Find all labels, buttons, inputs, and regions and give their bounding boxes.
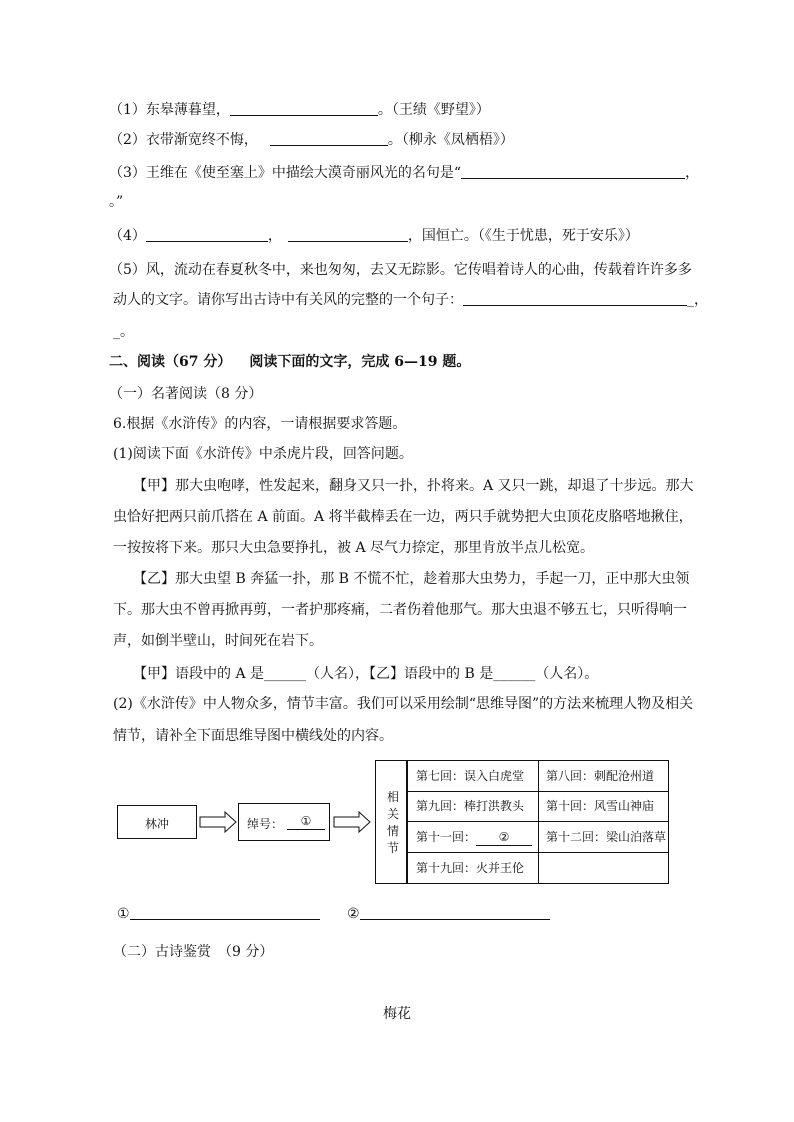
poem-title: 梅花 [383, 1006, 411, 1022]
item-5-line2-text: 动人的文字。请你写出古诗中有关风的完整的一个句子： [113, 292, 463, 308]
section-2-instruction: 阅读下面的文字，完成 6—19 题。 [249, 354, 471, 370]
table-divider [538, 761, 539, 883]
answer-line-1 [117, 904, 320, 924]
item-1-prefix: （1）东皋薄暮望， [109, 102, 230, 118]
table-divider [408, 821, 668, 822]
question-6-stem: 6.根据《水浒传》的内容，一请根据要求答题。 [113, 416, 407, 432]
item-2 [109, 130, 514, 150]
subsection-2-title: （二）古诗鉴赏 （9 分） [113, 944, 274, 960]
answer-blank[interactable] [146, 227, 268, 242]
side-label-char: 情 [387, 824, 400, 838]
question-6-part-1: (1)阅读下面《水浒传》中杀虎片段，回答问题。 [113, 446, 413, 462]
answer-blank[interactable] [288, 227, 408, 242]
passage-jia-line: 一按按将下来。那只大虫急要挣扎，被 A 尽气力捺定，那里肯放半点儿松宽。 [113, 540, 595, 556]
item-4-suffix: ，国恒亡。（《生于忧患，死于安乐》） [407, 228, 639, 244]
mindmap-nickname-label: 绰号： [247, 817, 284, 831]
item-4-prefix: （4） [109, 228, 146, 244]
passage-yi-line: 下。那大虫不曾再掀再剪，一者护那疼痛，二者伤着他那气。那大虫退不够五七，只听得响一 [113, 602, 687, 618]
item-5-line3: _。 [113, 324, 134, 340]
mindmap-person: 林冲 [144, 817, 169, 831]
answer-blank[interactable] [230, 101, 378, 116]
item-5-line2-end: _， [687, 292, 708, 308]
answer-2-mark: ② [347, 906, 360, 922]
plot-cell: 第八回：刺配沧州道 [546, 769, 655, 783]
question-6-part-2-line: (2)《水浒传》中人物众多，情节丰富。我们可以采用绘制“思维导图”的方法来梳理人物及相关 [113, 696, 694, 712]
item-3-prefix: （3）王维在《使至塞上》中描绘大漠奇丽风光的名句是“ [109, 165, 462, 181]
subsection-1-title: （一）名著阅读（8 分） [109, 386, 263, 402]
answer-blank[interactable] [270, 131, 388, 146]
item-1 [109, 100, 490, 120]
mindmap-plot-table [407, 760, 669, 884]
item-3-line2: 。” [109, 194, 124, 210]
item-2-prefix: （2）衣带渐宽终不悔， [109, 132, 258, 148]
side-label-char: 相 [387, 790, 400, 804]
section-2-title: 二、阅读（67 分） [109, 354, 232, 370]
question-6-fill: 【甲】语段中的 A 是______（人名），【乙】语段中的 B 是______（人名）。 [133, 666, 599, 682]
item-4-mid: ， [267, 228, 282, 244]
answer-blank[interactable] [130, 905, 320, 920]
plot-cell: 第七回：误入白虎堂 [416, 769, 525, 783]
mindmap-person-box [117, 805, 197, 839]
answer-1-mark: ① [117, 906, 130, 922]
side-label-char: 节 [387, 841, 400, 855]
table-divider [408, 791, 668, 792]
mindmap-side-label [375, 760, 407, 884]
answer-blank[interactable] [360, 905, 550, 920]
answer-blank[interactable] [461, 164, 685, 179]
passage-yi-line: 声，如倒半壁山，时间死在岩下。 [113, 633, 323, 649]
item-1-suffix: 。（王绩《野望》） [377, 102, 490, 118]
item-4 [109, 226, 639, 246]
mindmap-nickname-box [238, 803, 330, 841]
answer-blank[interactable] [463, 291, 687, 306]
plot-blank[interactable]: ② [476, 829, 532, 846]
item-3 [109, 163, 699, 183]
item-2-suffix: 。（柳永《凤栖梧》） [387, 132, 514, 148]
passage-jia-line: 【甲】那大虫咆哮，性发起来，翻身又只一扑，扑将来。A 又只一跳，却退了十步远。那大 [133, 478, 694, 494]
arrow-right-icon [199, 811, 237, 833]
section-2-heading [109, 352, 470, 372]
plot-cell: 第十一回： [416, 830, 477, 844]
item-5-line2 [113, 290, 708, 310]
nickname-blank[interactable]: ① [287, 813, 325, 830]
side-label-char: 关 [387, 807, 400, 821]
plot-cell: 第十回：风雪山神庙 [546, 799, 655, 813]
plot-cell: 第九回：棒打洪教头 [416, 799, 525, 813]
item-3-suffix: ， [685, 165, 700, 181]
plot-cell: 第十九回：火并王伦 [416, 861, 525, 875]
question-6-part-2-line: 情节，请补全下面思维导图中横线处的内容。 [113, 728, 393, 744]
item-5-line1: （5）风，流动在春夏秋冬中，来也匆匆，去又无踪影。它传唱着诗人的心曲，传载着许许多多 [109, 262, 692, 278]
answer-line-2 [347, 904, 550, 924]
table-divider [408, 852, 668, 853]
arrow-right-icon [333, 811, 371, 833]
passage-yi-line: 【乙】那大虫望 B 奔猛一扑，那 B 不慌不忙，趁着那大虫势力，手起一刀，正中那大虫领 [133, 571, 690, 587]
plot-cell: 第十二回：梁山泊落草 [546, 830, 667, 844]
passage-jia-line: 虫恰好把两只前爪搭在 A 前面。A 将半截棒丢在一边，两只手就势把大虫顶花皮胳嗒地揪住， [113, 509, 693, 525]
